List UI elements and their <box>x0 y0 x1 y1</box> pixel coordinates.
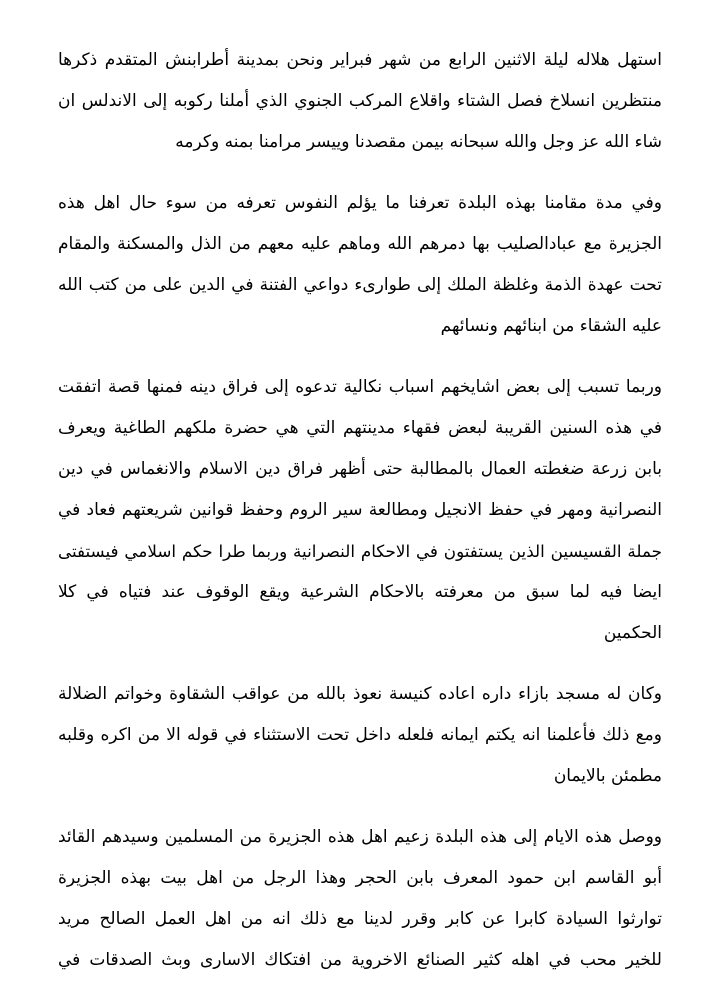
text-line: بابن زرعة ضغطته العمال بالمطالبة حتى أظهر فراق دين الاسلام والانغماس في دين <box>58 459 662 479</box>
text-line: ووصل هذه الايام إلى هذه البلدة زعيم اهل هذه الجزيرة من المسلمين وسيدهم القائد <box>58 827 662 847</box>
text-line: ومع ذلك فأعلمنا انه يكتم ايمانه فلعله داخل تحت الاستثناء في قوله الا من اكره وقلبه <box>58 725 662 745</box>
text-line: النصرانية ومهر في حفظ الانجيل ومطالعة سير الروم وحفظ قوانين شريعتهم فعاد في <box>58 500 662 520</box>
paragraph-3 <box>58 367 662 654</box>
text-line: منتظرين انسلاخ فصل الشتاء واقلاع المركب الجنوي الذي أملنا ركوبه إلى الاندلس ان <box>58 91 662 111</box>
text-line: وربما تسبب إلى بعض اشايخهم اسباب نكالية تدعوه إلى فراق دينه فمنها قصة اتفقت <box>58 377 662 397</box>
text-line: توارثوا السيادة كابرا عن كابر وقرر لدينا مع ذلك انه من اهل العمل الصالح مريد <box>58 909 662 929</box>
text-line: تحت عهدة الذمة وغلظة الملك إلى طوارىء دواعي الفتنة في الدين على من كتب الله <box>58 275 662 295</box>
text-line: الحكمين <box>603 623 662 643</box>
paragraph-2 <box>58 183 662 347</box>
text-line: عليه الشقاء من ابنائهم ونسائهم <box>440 316 662 336</box>
text-line: ايضا فيه لما سبق من معرفته بالاحكام الشرعية ويقع الوقوف عند فتياه في كلا <box>58 582 662 602</box>
text-line: في هذه السنين القريبة لبعض فقهاء مدينتهم التي هي حضرة ملكهم الطاغية ويعرف <box>58 418 662 438</box>
text-line: شاء الله عز وجل والله سبحانه بيمن مقصدنا وييسر مرامنا بمنه وكرمه <box>175 132 662 152</box>
text-line: وكان له مسجد بازاء داره اعاده كنيسة نعوذ بالله من عواقب الشقاوة وخواتم الضلالة <box>58 684 662 704</box>
text-line: مطمئن بالايمان <box>553 766 662 786</box>
text-line: وفي مدة مقامنا بهذه البلدة تعرفنا ما يؤلم النفوس تعرفه من سوء حال اهل هذه <box>58 193 662 213</box>
paragraph-4 <box>58 674 662 797</box>
text-line: جملة القسيسين الذين يستفتون في الاحكام النصرانية وربما طرا حكم اسلامي فيستفتى <box>58 541 662 561</box>
paragraph-5 <box>58 817 662 981</box>
text-line: الجزيرة مع عبادالصليب بها دمرهم الله وماهم عليه معهم من الذل والمسكنة والمقام <box>58 234 662 254</box>
text-line: استهل هلاله ليلة الاثنين الرابع من شهر فبراير ونحن بمدينة أطرابنش المتقدم ذكرها <box>58 50 662 70</box>
text-line: للخير محب في اهله كثير الصنائع الاخروية من افتكاك الاسارى وبث الصدقات في <box>58 950 662 970</box>
paragraph-1 <box>58 40 662 163</box>
text-line: أبو القاسم ابن حمود المعرف بابن الحجر وهذا الرجل من اهل بيت بهذه الجزيرة <box>58 868 662 888</box>
